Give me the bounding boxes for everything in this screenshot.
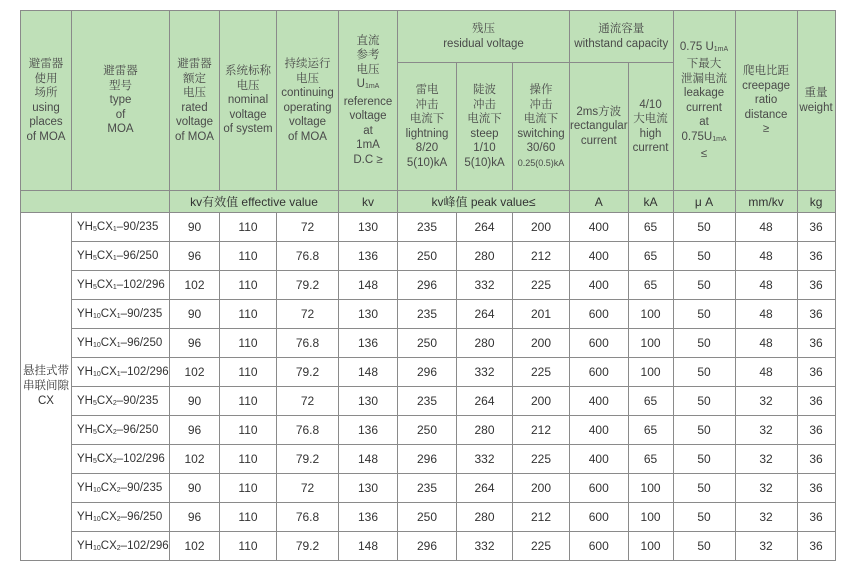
cell-weight: 36	[797, 358, 835, 387]
header-line: type	[109, 94, 132, 107]
cell-steep-residual: 332	[457, 271, 513, 300]
header-line: 1mA	[356, 139, 380, 152]
header-line: of MOA	[288, 130, 327, 143]
cell-weight: 36	[797, 213, 835, 242]
cell-rectangular-current: 400	[570, 445, 629, 474]
cell-lightning-residual: 296	[398, 271, 457, 300]
header-steep	[457, 63, 513, 191]
header-line: 场所	[34, 87, 58, 99]
cell-nominal-voltage: 110	[220, 300, 277, 329]
cell-model: $YH_{10}CX_1-102/296$	[72, 358, 170, 387]
header-line: 通流容量	[598, 23, 645, 35]
cell-creepage-distance: 32	[735, 416, 797, 445]
cell-creepage-distance: 32	[735, 503, 797, 532]
cell-model: $YH_{10}CX_2-96/250$	[72, 503, 170, 532]
cell-weight: 36	[797, 532, 835, 561]
cell-leakage-current: 50	[673, 416, 735, 445]
cell-high-current: 100	[628, 532, 673, 561]
cell-creepage-distance: 48	[735, 358, 797, 387]
header-line: rated	[181, 101, 208, 114]
cell-high-current: 100	[628, 474, 673, 503]
cell-steep-residual: 332	[457, 445, 513, 474]
usage-label	[21, 213, 72, 561]
cell-lightning-residual: 250	[398, 329, 457, 358]
cell-continuing-voltage: 72	[277, 387, 339, 416]
header-line: 避雷器	[177, 58, 212, 70]
cell-nominal-voltage: 110	[220, 445, 277, 474]
cell-nominal-voltage: 110	[220, 416, 277, 445]
cell-leakage-current: 50	[673, 387, 735, 416]
cell-continuing-voltage: 72	[277, 474, 339, 503]
header-line: 电压	[296, 72, 319, 85]
cell-model: $YH_5CX_2-96/250$	[72, 416, 170, 445]
cell-weight: 36	[797, 329, 835, 358]
table-row	[21, 358, 836, 387]
table-row	[21, 503, 836, 532]
header-line: 30/60	[526, 142, 556, 154]
header-line: 残压	[472, 23, 495, 35]
cell-steep-residual: 332	[457, 358, 513, 387]
cell-switching-residual: 225	[513, 358, 570, 387]
cell-rated-voltage: 102	[170, 445, 220, 474]
cell-steep-residual: 280	[457, 503, 513, 532]
header-high-current	[628, 63, 673, 191]
cell-creepage-distance: 32	[735, 445, 797, 474]
header-line: residual voltage	[443, 37, 524, 50]
cell-rated-voltage: 90	[170, 474, 220, 503]
cell-continuing-voltage: 79.2	[277, 445, 339, 474]
header-line: switching	[517, 127, 565, 140]
cell-switching-residual: 200	[513, 474, 570, 503]
cell-steep-residual: 280	[457, 329, 513, 358]
cell-high-current: 65	[628, 271, 673, 300]
header-line: ratio	[754, 94, 778, 107]
cell-leakage-current: 50	[673, 271, 735, 300]
cell-weight: 36	[797, 271, 835, 300]
header-leakage-current	[673, 11, 735, 191]
cell-dc-reference: 148	[339, 532, 398, 561]
header-line: 雷电	[415, 84, 439, 96]
header-rectangular-current	[570, 63, 629, 191]
header-line: nominal	[227, 94, 269, 107]
cell-leakage-current: 50	[673, 532, 735, 561]
cell-lightning-residual: 250	[398, 416, 457, 445]
cell-leakage-current: 50	[673, 300, 735, 329]
cell-lightning-residual: 296	[398, 358, 457, 387]
cell-switching-residual: 212	[513, 242, 570, 271]
cell-lightning-residual: 235	[398, 300, 457, 329]
header-line: 电压	[183, 87, 206, 99]
cell-model: $YH_{10}CX_2-102/296$	[72, 532, 170, 561]
cell-high-current: 65	[628, 416, 673, 445]
header-line: using	[32, 101, 60, 114]
cell-switching-residual: 200	[513, 387, 570, 416]
cell-nominal-voltage: 110	[220, 387, 277, 416]
header-line: 重量	[804, 87, 828, 99]
header-line: at	[699, 116, 709, 128]
header-line: $0.75U_{1mA}$	[681, 130, 727, 143]
cell-steep-residual: 264	[457, 300, 513, 329]
unit-weight: kg	[797, 191, 835, 213]
cell-dc-reference: 136	[339, 416, 398, 445]
cell-rated-voltage: 90	[170, 387, 220, 416]
cell-model: $YH_{10}CX_1-90/235$	[72, 300, 170, 329]
cell-switching-residual: 201	[513, 300, 570, 329]
header-line: 5(10)kA	[464, 156, 505, 169]
header-line: $U_{1mA}$	[356, 78, 380, 91]
table-row	[21, 532, 836, 561]
cell-creepage-distance: 32	[735, 474, 797, 503]
header-creepage-distance	[735, 11, 797, 191]
header-line: 持续运行	[284, 58, 331, 70]
header-line: 冲击	[529, 98, 553, 111]
cell-rated-voltage: 102	[170, 358, 220, 387]
unit-peak-value: kv峰值 peak value≤	[398, 191, 570, 213]
cell-nominal-voltage: 110	[220, 242, 277, 271]
cell-model: $YH_5CX_1-90/235$	[72, 213, 170, 242]
cell-continuing-voltage: 79.2	[277, 532, 339, 561]
cell-weight: 36	[797, 242, 835, 271]
cell-high-current: 100	[628, 358, 673, 387]
header-continuing-voltage	[277, 11, 339, 191]
cell-dc-reference: 130	[339, 474, 398, 503]
cell-lightning-residual: 250	[398, 242, 457, 271]
header-line: 避雷器	[103, 65, 138, 78]
unit-leakage: μ A	[673, 191, 735, 213]
header-line: 电压	[356, 63, 380, 76]
cell-weight: 36	[797, 474, 835, 503]
cell-rated-voltage: 90	[170, 300, 220, 329]
header-line: 2ms方波	[576, 105, 622, 118]
cell-creepage-distance: 48	[735, 213, 797, 242]
cell-model: $YH_5CX_1-102/296$	[72, 271, 170, 300]
cell-switching-residual: 225	[513, 445, 570, 474]
cell-model: $YH_5CX_2-90/235$	[72, 387, 170, 416]
table-row	[21, 474, 836, 503]
cell-model: $YH_5CX_2-102/296$	[72, 445, 170, 474]
header-line: voltage	[175, 116, 214, 128]
header-line: 1/10	[473, 142, 496, 154]
cell-steep-residual: 264	[457, 213, 513, 242]
header-line: at	[363, 124, 373, 137]
unit-high-current: kA	[628, 191, 673, 213]
usage-label-line: 串联间隙	[23, 380, 69, 392]
cell-lightning-residual: 250	[398, 503, 457, 532]
header-line: voltage	[229, 108, 267, 121]
arrester-spec-table	[20, 10, 836, 561]
cell-dc-reference: 130	[339, 300, 398, 329]
cell-lightning-residual: 296	[398, 532, 457, 561]
table-row	[21, 300, 836, 329]
unit-effective-value: kv有效值 effective value	[170, 191, 339, 213]
cell-rated-voltage: 102	[170, 532, 220, 561]
header-line: places	[29, 116, 63, 128]
cell-switching-residual: 225	[513, 532, 570, 561]
header-line: reference	[343, 95, 393, 108]
table-row	[21, 387, 836, 416]
header-line: 使用	[34, 72, 58, 85]
cell-steep-residual: 280	[457, 416, 513, 445]
cell-high-current: 100	[628, 329, 673, 358]
header-nominal-voltage	[220, 11, 277, 191]
cell-weight: 36	[797, 300, 835, 329]
header-line: weight	[799, 101, 833, 114]
cell-weight: 36	[797, 503, 835, 532]
cell-creepage-distance: 48	[735, 271, 797, 300]
header-rated-voltage	[170, 11, 220, 191]
header-line: 冲击	[473, 98, 496, 111]
header-weight	[797, 11, 835, 191]
header-line: 电流下	[409, 113, 445, 125]
cell-steep-residual: 264	[457, 387, 513, 416]
cell-rectangular-current: 400	[570, 213, 629, 242]
header-line: current	[686, 101, 722, 114]
cell-creepage-distance: 48	[735, 300, 797, 329]
cell-high-current: 100	[628, 503, 673, 532]
header-line: 陡波	[473, 84, 496, 96]
cell-creepage-distance: 32	[735, 387, 797, 416]
spec-table-container	[20, 10, 836, 561]
header-dc-reference-voltage	[339, 11, 398, 191]
cell-nominal-voltage: 110	[220, 271, 277, 300]
cell-continuing-voltage: 72	[277, 300, 339, 329]
cell-rectangular-current: 400	[570, 387, 629, 416]
table-row	[21, 213, 836, 242]
cell-leakage-current: 50	[673, 213, 735, 242]
header-line: rectangular	[570, 120, 628, 133]
cell-high-current: 65	[628, 387, 673, 416]
cell-steep-residual: 264	[457, 474, 513, 503]
cell-dc-reference: 130	[339, 213, 398, 242]
cell-continuing-voltage: 79.2	[277, 358, 339, 387]
table-row	[21, 329, 836, 358]
cell-leakage-current: 50	[673, 242, 735, 271]
cell-switching-residual: 212	[513, 416, 570, 445]
header-line: leakage	[683, 87, 725, 99]
cell-high-current: 65	[628, 445, 673, 474]
cell-switching-residual: 200	[513, 213, 570, 242]
header-line: withstand capacity	[574, 37, 669, 50]
cell-continuing-voltage: 76.8	[277, 503, 339, 532]
cell-rectangular-current: 600	[570, 300, 629, 329]
header-line: 电压	[236, 79, 260, 92]
cell-dc-reference: 136	[339, 329, 398, 358]
cell-creepage-distance: 48	[735, 242, 797, 271]
cell-leakage-current: 50	[673, 445, 735, 474]
cell-lightning-residual: 235	[398, 213, 457, 242]
cell-rectangular-current: 400	[570, 416, 629, 445]
header-line: 直流	[356, 34, 380, 47]
cell-rectangular-current: 600	[570, 532, 629, 561]
header-line: voltage	[349, 110, 387, 123]
header-usage	[21, 11, 72, 191]
header-line: 冲击	[415, 98, 439, 111]
cell-high-current: 65	[628, 213, 673, 242]
header-lightning	[398, 63, 457, 191]
header-line: ≥	[762, 123, 770, 136]
header-line: 避雷器	[28, 58, 64, 70]
cell-rated-voltage: 102	[170, 271, 220, 300]
header-line: 0.75 $U_{1mA}$	[679, 40, 729, 53]
header-line: current	[632, 142, 669, 154]
cell-model: $YH_5CX_1-96/250$	[72, 242, 170, 271]
cell-rectangular-current: 600	[570, 503, 629, 532]
cell-continuing-voltage: 76.8	[277, 242, 339, 271]
usage-label-line: CX	[38, 395, 54, 407]
usage-label-line: 悬挂式带	[23, 365, 69, 377]
table-row	[21, 271, 836, 300]
cell-rectangular-current: 600	[570, 358, 629, 387]
header-line: 电流下	[467, 113, 502, 125]
cell-switching-residual: 212	[513, 503, 570, 532]
cell-dc-reference: 136	[339, 242, 398, 271]
unit-blank	[21, 191, 170, 213]
header-line: operating	[283, 101, 332, 114]
header-line: 4/10	[639, 98, 662, 111]
cell-dc-reference: 148	[339, 358, 398, 387]
cell-nominal-voltage: 110	[220, 503, 277, 532]
header-line: creepage	[742, 79, 791, 92]
cell-rated-voltage: 90	[170, 213, 220, 242]
cell-leakage-current: 50	[673, 503, 735, 532]
header-line: 泄漏电流	[681, 72, 728, 85]
header-line: D.C ≥	[353, 153, 383, 166]
cell-model: $YH_{10}CX_2-90/235$	[72, 474, 170, 503]
cell-rectangular-current: 600	[570, 474, 629, 503]
header-line: current	[580, 134, 617, 147]
header-model	[72, 11, 170, 191]
header-line: 8/20	[415, 142, 439, 154]
cell-rectangular-current: 600	[570, 329, 629, 358]
cell-rectangular-current: 400	[570, 271, 629, 300]
header-line: 操作	[529, 84, 553, 96]
cell-continuing-voltage: 76.8	[277, 416, 339, 445]
cell-nominal-voltage: 110	[220, 329, 277, 358]
cell-creepage-distance: 32	[735, 532, 797, 561]
cell-weight: 36	[797, 387, 835, 416]
header-line: 电流下	[523, 113, 559, 125]
cell-high-current: 100	[628, 300, 673, 329]
cell-continuing-voltage: 79.2	[277, 271, 339, 300]
header-line: ≤	[700, 148, 708, 160]
header-residual-voltage	[398, 11, 570, 63]
cell-leakage-current: 50	[673, 358, 735, 387]
cell-weight: 36	[797, 416, 835, 445]
cell-rated-voltage: 96	[170, 329, 220, 358]
header-line: distance	[744, 108, 788, 121]
cell-steep-residual: 332	[457, 532, 513, 561]
unit-creepage: mm/kv	[735, 191, 797, 213]
cell-creepage-distance: 48	[735, 329, 797, 358]
cell-lightning-residual: 235	[398, 387, 457, 416]
cell-steep-residual: 280	[457, 242, 513, 271]
cell-nominal-voltage: 110	[220, 474, 277, 503]
cell-model: $YH_{10}CX_1-96/250$	[72, 329, 170, 358]
cell-leakage-current: 50	[673, 329, 735, 358]
header-line: 大电流	[633, 113, 668, 125]
header-line: 额定	[183, 72, 206, 85]
cell-dc-reference: 148	[339, 445, 398, 474]
header-line: 系统标称	[225, 65, 271, 78]
header-line: high	[639, 127, 662, 140]
header-line: of MOA	[175, 130, 214, 143]
cell-dc-reference: 130	[339, 387, 398, 416]
cell-dc-reference: 148	[339, 271, 398, 300]
header-line: 参考	[356, 49, 380, 62]
cell-dc-reference: 136	[339, 503, 398, 532]
cell-rated-voltage: 96	[170, 242, 220, 271]
cell-leakage-current: 50	[673, 474, 735, 503]
header-line: steep	[470, 127, 499, 140]
cell-rectangular-current: 400	[570, 242, 629, 271]
header-line: 爬电比距	[743, 65, 790, 78]
table-row	[21, 416, 836, 445]
header-line: 0.25(0.5)kA	[517, 157, 565, 168]
cell-continuing-voltage: 76.8	[277, 329, 339, 358]
header-line: of MOA	[26, 130, 66, 143]
header-line: MOA	[107, 123, 134, 136]
cell-switching-residual: 200	[513, 329, 570, 358]
header-line: of system	[223, 123, 273, 136]
header-line: voltage	[288, 116, 327, 128]
table-row	[21, 445, 836, 474]
cell-high-current: 65	[628, 242, 673, 271]
cell-weight: 36	[797, 445, 835, 474]
header-line: of	[115, 108, 126, 121]
unit-rectangular: A	[570, 191, 629, 213]
header-line: lightning	[405, 127, 449, 140]
table-row	[21, 242, 836, 271]
cell-nominal-voltage: 110	[220, 213, 277, 242]
cell-nominal-voltage: 110	[220, 532, 277, 561]
cell-nominal-voltage: 110	[220, 358, 277, 387]
cell-lightning-residual: 296	[398, 445, 457, 474]
header-line: 下最大	[686, 58, 722, 70]
cell-lightning-residual: 235	[398, 474, 457, 503]
cell-rated-voltage: 96	[170, 416, 220, 445]
cell-continuing-voltage: 72	[277, 213, 339, 242]
header-line: 5(10)kA	[406, 156, 448, 169]
header-line: 型号	[109, 79, 132, 92]
header-withstand-capacity	[570, 11, 674, 63]
header-line: continuing	[281, 87, 334, 99]
unit-dc: kv	[339, 191, 398, 213]
cell-switching-residual: 225	[513, 271, 570, 300]
header-switching	[513, 63, 570, 191]
cell-rated-voltage: 96	[170, 503, 220, 532]
